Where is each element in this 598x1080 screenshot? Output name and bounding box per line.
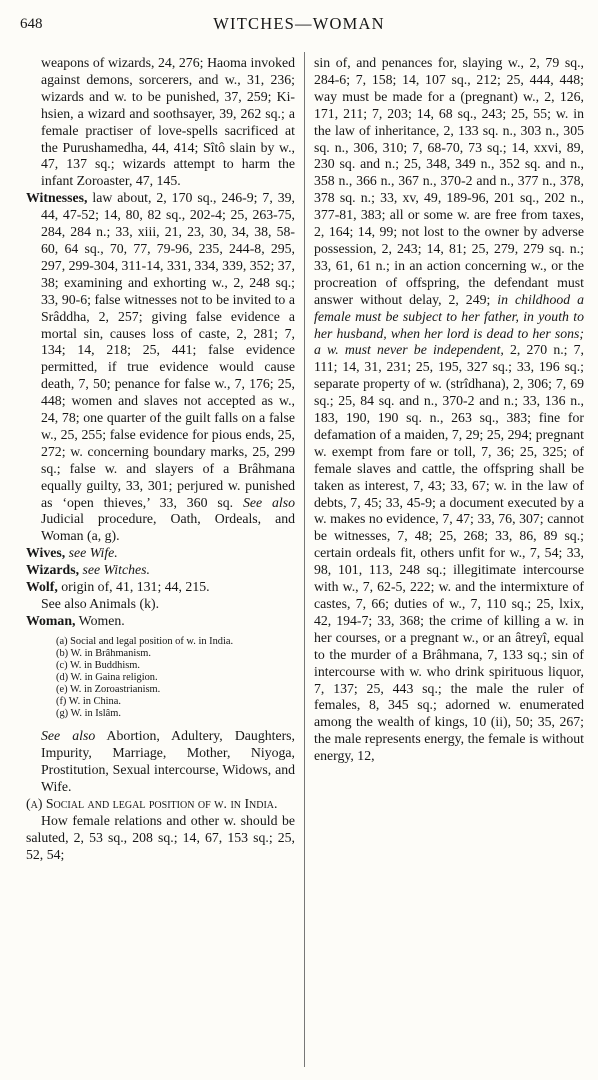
woman-see-also-text: Abortion, Adultery, Daughters, Impurity, Marriage, Mother, Niyoga, Prostitution, Sexual intercourse, Widows, and Wife. <box>41 728 295 795</box>
woman-see-also-label: See also <box>41 728 96 744</box>
witnesses-see-also-text: Judicial procedure, Oath, Ordeals, and Woman (a, g). <box>41 511 295 544</box>
woman-subentry: (g) W. in Islâm. <box>56 708 121 720</box>
right-text-part1: sin of, and penances for, slaying w., 2, 79 sq., 284-6; 7, 158; 14, 107 sq., 212; 25, 444, 448; way must be made for a (pregnant) w., 2, 126, 171, 211; 7, 203; 14, 68 sq., 243; 25, 55; w. in the law of inheritance, 2, 133 sq. n., 303 n., 305 sq. n., 306, 310; 7, 68-70, 73 sq.; 14, xxvi, 89, 230 sq. and n.; 25, 348, 349 n., 352 sq. and n., 358 n., 366 n., 367 n., 370-2 and n., 377 n., 378, 378 sq. n.; 33, xv, 49, 189-96, 201 sq., 202 n., 377-81, 383; all or some w. are free from taxes, 2, 164; 14, 99; not lost to the owner by adverse possession, 2, 243; 14, 81; 25, 279, 279 sq. n.; 33, 61, 61 n.; in an action concerning w., or the procreation of offspring, the defendant must answer without delay, 2, 249; <box>314 55 584 307</box>
section-a-heading: (a) Social and legal position of w. in India. <box>26 796 278 812</box>
right-quote: in childhood a female must be subject to her father, in youth to her husband, when her lord is dead to her sons; a w. must never be independent, <box>314 291 584 358</box>
woman-subentry: (e) W. in Zoroastrianism. <box>56 684 161 696</box>
woman-subentry-list <box>56 636 295 721</box>
wolf-body: origin of, 41, 131; 44, 215. <box>57 579 210 595</box>
right-column <box>314 55 584 765</box>
woman-subentry: (a) Social and legal position of w. in India. <box>56 635 234 647</box>
page-number: 648 <box>20 16 43 32</box>
woman-subentry: (c) W. in Buddhism. <box>56 660 140 671</box>
page-header <box>0 14 598 38</box>
woman-subentry: (d) W. in Gaina religion. <box>56 672 158 684</box>
witnesses-entry <box>26 190 295 545</box>
witnesses-headword: Witnesses, <box>26 190 88 206</box>
woman-body: Women. <box>75 612 125 628</box>
witnesses-body: law about, 2, 170 sq., 246-9; 7, 39, 44, 47-52; 14, 80, 82 sq., 202-4; 25, 263-75, 284, 284 n.; 33, xiii, 21, 23, 30, 34, 38, 58-60, 64 sq., 70, 77, 79-96, 235, 244-8, 295, 297, 299-304, 311-14, 331, 334, 339, 352; 37, 38; examining and exhorting w., 2, 248 sq.; 33, 90-6; false witnesses not to be invited to a Srâddha, 2, 257; giving false evidence a mortal sin, causes loss of caste, 2, 281; 7, 134; 14, 218; 25, 441; false evidence permitted, if true evidence would cause death, 7, 50; penance for false w., 7, 176; 25, 448; women and slaves not accepted as w., 24, 78; one quarter of the guilt falls on a false w., 25, 255; false evidence for pious ends, 25, 272; w. concerning boundary marks, 25, 299 sq.; false w. and slayers of a Brâhmana equally guilty, 33, 301; perjured w. punished as ‘open thieves,’ 33, 360 sq. <box>41 190 295 510</box>
wizards-headword: Wizards, <box>26 562 80 578</box>
section-a-text: How female relations and other w. should be saluted, 2, 53 sq., 208 sq.; 14, 67, 153 sq.; 25, 52, 54; <box>26 813 295 862</box>
woman-subentry: (f) W. in China. <box>56 696 121 708</box>
wizards-see: see Witches. <box>79 562 150 578</box>
right-text-part2: 2, 270 n.; 7, 111; 14, 31, 231; 25, 195, 327 sq.; 33, 196 sq.; separate property of w. (strîdhana), 2, 306; 7, 69 sq.; 25, 84 sq. and n., 370-2 and n.; 33, 136 n., 183, 190, 190 sq. n., 263 sq., 383; fine for defamation of a maiden, 7, 29; 25, 294; pregnant w. exempt from fare or toll, 7, 36; 25, 325; of female slaves and cattle, the offspring shall be taken as interest, 7, 43; 33, 67; w. in the law of debts, 7, 45; 33, 45-9; a document executed by a w. makes no evidence, 7, 47; 33, 76, 307; cannot be witnesses, 7, 48; 25, 268; 33, 86, 89 sq.; certain ordeals fit, others unfit for w., 7, 54; 33, 98, 101, 113, 248 sq.; illegitimate intercourse with w., 7, 62-5, 222; w. and the intermixture of castes, 7, 66; duties of w., 7, 110 sq.; 25, lxix, 42, 194-7; 33, 368; the crime of killing a w. in her courses, or a pregnant w., or an âtreyî, equal to the murder of a Brâhmana, 7, 133 sq.; sin of intercourse with w. who drink spirituous liquor, 7, 137; 25, 443 sq.; the male the ruler of females, 8, 345 sq.; adorned w. enumerated among the wealth of kings, 10 (ii), 50; 35, 267; the male represents energy, the female is without energy, 12, <box>314 342 585 764</box>
wizards-entry <box>26 562 295 579</box>
wives-entry <box>26 545 295 562</box>
woman-entry <box>26 613 295 630</box>
column-divider <box>304 52 305 1067</box>
woman-see-also <box>26 728 295 796</box>
running-title: WITCHES—WOMAN <box>213 14 385 33</box>
wolf-see-also: See also Animals (k). <box>41 596 160 611</box>
woman-headword: Woman, <box>26 612 76 628</box>
witches-entry-continuation: weapons of wizards, 24, 276; Haoma invoked against demons, sorcerers, and w., 31, 236; wizards and w. to be punished, 37, 259; Ki-hsien, a wizard and soothsayer, 39, 262 sq.; a female practiser of love-spells sacrificed at the Purushamedha, 44, 414; Sîtô slain by w., 47, 137 sq.; wizards attempt to harm the infant Zoroaster, 47, 145. <box>41 55 295 189</box>
left-column <box>26 55 295 864</box>
wives-headword: Wives, <box>26 545 66 561</box>
wives-see: see Wife. <box>65 545 118 561</box>
wolf-headword: Wolf, <box>26 579 58 595</box>
woman-entry-continuation <box>314 55 584 765</box>
witnesses-see-also-label: See also <box>242 494 295 510</box>
wolf-entry <box>26 579 295 613</box>
woman-subentry: (b) W. in Brâhmanism. <box>56 647 151 659</box>
